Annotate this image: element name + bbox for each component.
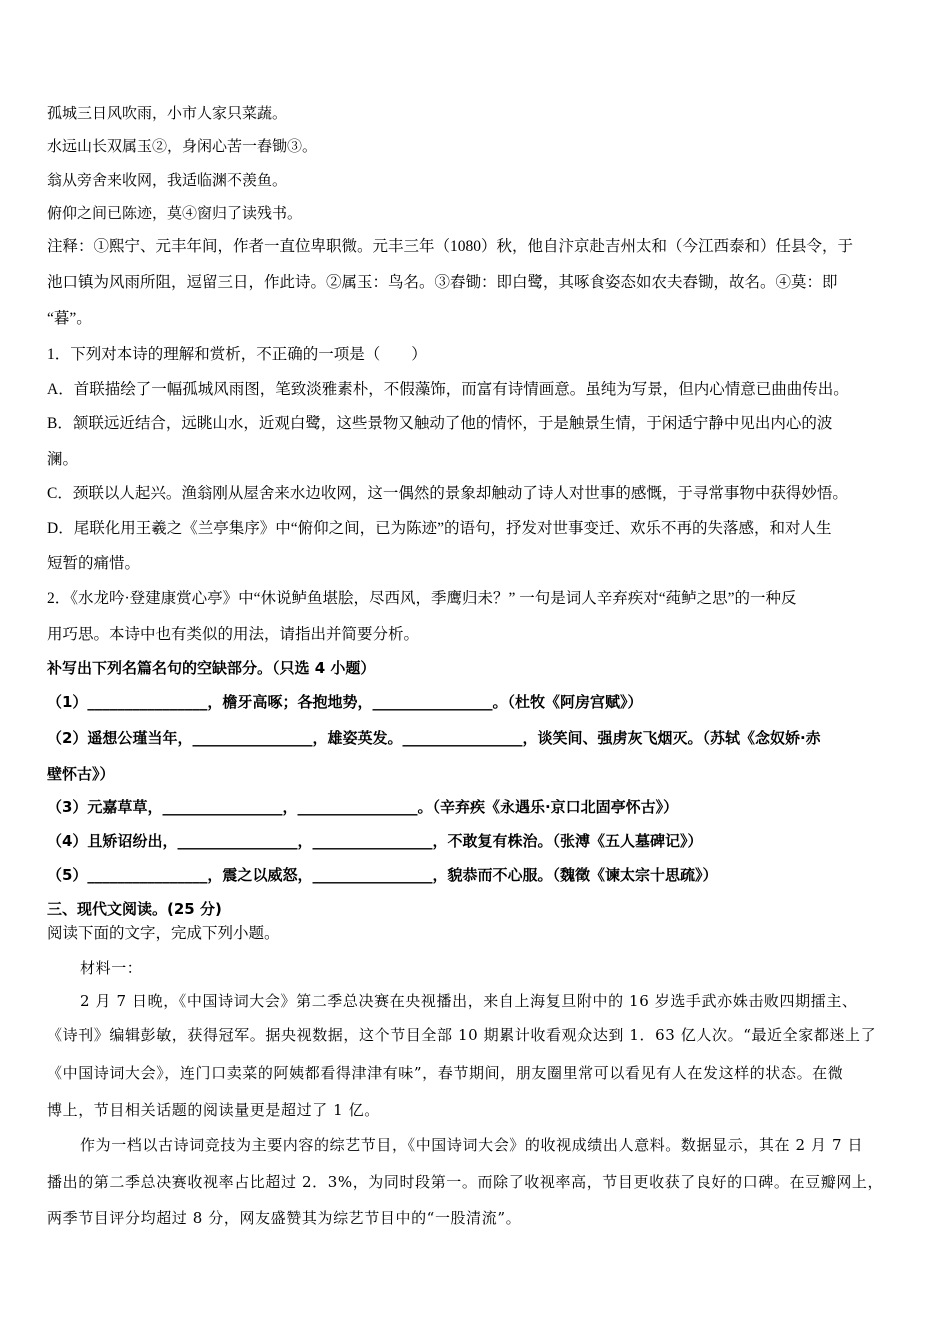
fill-blank-item-4: （4）且矫诏纷出，________________，________________，不敢复有株治。（张溥《五人墓碑记》）: [47, 832, 703, 850]
question-1-option-b-cont: 澜。: [47, 451, 79, 468]
section-3-heading: 三、现代文阅读。(25 分): [47, 900, 222, 918]
poem-line-4: 俯仰之间已陈迹，莫④窗归了读残书。: [47, 204, 303, 222]
fill-blank-item-2: （2）遥想公瑾当年，________________，雄姿英发。________________，谈笑间、强虏灰飞烟灭。（苏轼《念奴娇·赤: [47, 729, 821, 747]
question-1-option-c: C．颈联以人起兴。渔翁刚从屋舍来水边收网，这一偶然的景象却触动了诗人对世事的感慨，于寻常事物中获得妙悟。: [47, 485, 848, 502]
poem-line-2: 水远山长双属玉②，身闲心苦一舂锄③。: [47, 137, 318, 155]
poem-line-3: 翁从旁舍来收网，我适临渊不羡鱼。: [47, 171, 288, 189]
question-2-line-1: 2．《水龙吟·登建康赏心亭》中“休说鲈鱼堪脍，尽西风，季鹰归未？” 一句是词人辛弃疾对“莼鲈之思”的一种反: [47, 590, 797, 607]
material-1-para-2-line-2: 播出的第二季总决赛收视率占比超过 2．3%，为同时段第一。而除了收视率高，节目更收获了良好的口碑。在豆瓣网上，: [47, 1173, 884, 1191]
material-1-para-1-line-4: 博上，节目相关话题的阅读量更是超过了 1 亿。: [47, 1101, 380, 1119]
notes-line-2: 池口镇为风雨所阻，逗留三日，作此诗。②属玉：鸟名。③舂锄：即白鹭，其啄食姿态如农夫舂锄，故名。④莫：即: [47, 274, 838, 291]
notes-line-3: “暮”。: [47, 310, 92, 327]
material-1-para-1-line-2: 《诗刊》编辑彭敏，获得冠军。据央视数据，这个节目全部 10 期累计收看观众达到 1．63 亿人次。“最近全家都迷上了: [47, 1026, 877, 1044]
notes-line-1: 注释：①熙宁、元丰年间，作者一直位卑职微。元丰三年（1080）秋，他自汴京赴吉州太和（今江西泰和）任县令，于: [47, 238, 854, 255]
question-2-line-2: 用巧思。本诗中也有类似的用法，请指出并简要分析。: [47, 626, 420, 643]
material-1-para-1-line-1: 2 月 7 日晚，《中国诗词大会》第二季总决赛在央视播出，来自上海复旦附中的 16 岁选手武亦姝击败四期擂主、: [80, 992, 858, 1010]
material-1-label: 材料一：: [80, 959, 143, 977]
material-1-para-1-line-3: 《中国诗词大会》，连门口卖菜的阿姨都看得津津有味”，春节期间，朋友圈里常可以看见有人在发这样的状态。在微: [47, 1064, 844, 1082]
fill-blank-item-2-cont: 壁怀古》）: [47, 765, 115, 783]
question-1-option-d: D．尾联化用王羲之《兰亭集序》中“俯仰之间，已为陈迹”的语句，抒发对世事变迁、欢乐不再的失落感，和对人生: [47, 520, 832, 537]
material-1-para-2-line-1: 作为一档以古诗词竞技为主要内容的综艺节目，《中国诗词大会》的收视成绩出人意料。数据显示，其在 2 月 7 日: [80, 1136, 864, 1154]
question-1-option-b: B．颔联远近结合，远眺山水，近观白鹭，这些景物又触动了他的情怀，于是触景生情，于闲适宁静中见出内心的波: [47, 415, 833, 432]
poem-line-1: 孤城三日风吹雨，小市人家只菜蔬。: [47, 104, 288, 122]
question-1-option-d-cont: 短暂的痛惜。: [47, 555, 141, 572]
question-1-option-a: A．首联描绘了一幅孤城风雨图，笔致淡雅素朴，不假藻饰，而富有诗情画意。虽纯为写景，但内心情意已曲曲传出。: [47, 381, 849, 398]
material-1-para-2-line-3: 两季节目评分均超过 8 分，网友盛赞其为综艺节目中的“一股清流”。: [47, 1209, 522, 1227]
fill-blank-item-3: （3）元嘉草草，________________，________________。（辛弃疾《永遇乐·京口北固亭怀古》）: [47, 798, 679, 816]
question-1-stem: 1．下列对本诗的理解和赏析，不正确的一项是（ ）: [47, 346, 427, 363]
fill-blank-title: 补写出下列名篇名句的空缺部分。（只选 4 小题）: [47, 659, 376, 677]
section-3-instruction: 阅读下面的文字，完成下列小题。: [47, 925, 280, 942]
fill-blank-item-5: （5）________________，震之以威怒，________________，貌恭而不心服。（魏徵《谏太宗十思疏》）: [47, 866, 718, 884]
fill-blank-item-1: （1）________________，檐牙高啄；各抱地势，________________。（杜牧《阿房宫赋》）: [47, 693, 643, 711]
